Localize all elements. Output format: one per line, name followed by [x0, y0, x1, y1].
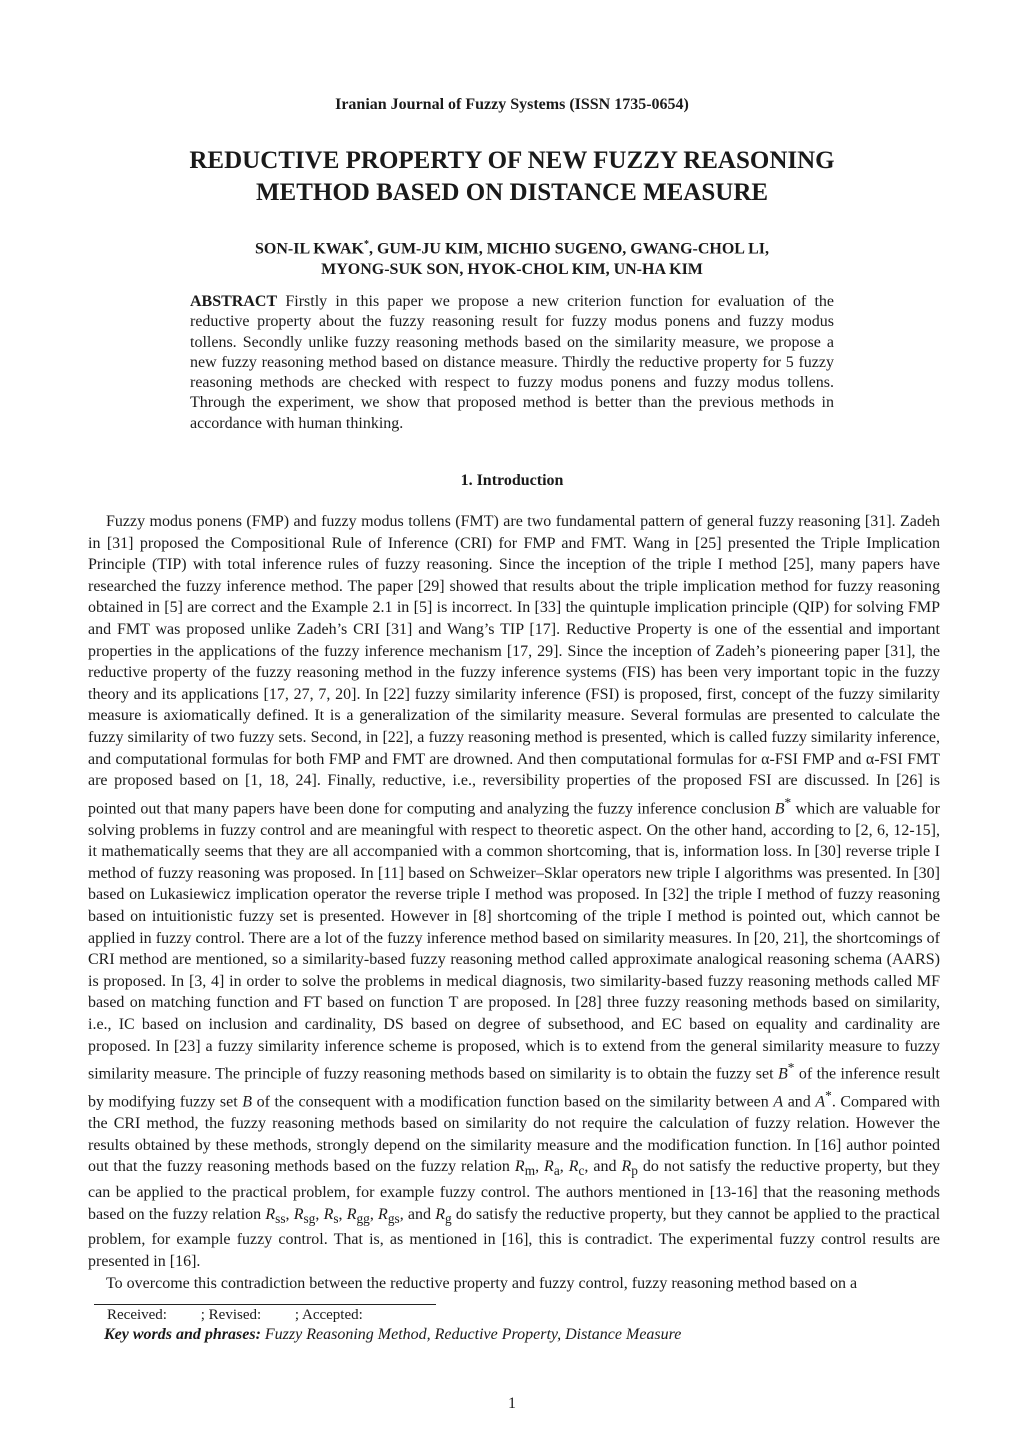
math-symbol: B — [242, 1093, 252, 1111]
math-symbol: R — [323, 1205, 334, 1223]
journal-header: Iranian Journal of Fuzzy Systems (ISSN 1735-0654) — [335, 96, 689, 113]
math-subscript: m — [524, 1163, 536, 1179]
corresponding-author-mark: * — [363, 239, 369, 250]
text-run: . Compared with the CRI method, the fuzzy reasoning methods based on similarity do not require the calculation of fuzzy relation. However the results obtained by these methods, strongly depend on the similarity measure and the modification function. In [16] author pointed out that the fuzzy reasoning methods based on the fuzzy relation — [88, 1093, 941, 1176]
text-run: do satisfy the reductive property, but they cannot be applied to the practical problem, for example fuzzy control. That is, as mentioned in [16], this is contradict. The experimental fuzzy control results are presented in [16]. — [88, 1205, 941, 1270]
abstract-label: ABSTRACT — [190, 293, 278, 310]
author-list — [0, 234, 1024, 280]
math-superscript: * — [784, 794, 792, 810]
paragraph: Fuzzy modus ponens (FMP) and fuzzy modus tollens (FMT) are two fundamental pattern of general fuzzy reasoning [31]. Zadeh in [31] proposed the Compositional Rule of Inference (CRI) for FMP and FMT. Wang in [25] presented the Triple Implication Principle (TIP) with total inference rules of fuzzy reasoning. Since the inception of the triple I method [25], many papers have researched the fuzzy inference method. The paper [29] showed that results about the triple implication method for fuzzy reasoning obtained in [5] are correct and the Example 2.1 in [5] is incorrect. In [33] the quintuple implication principle (QIP) for solving FMP and FMT was proposed unlike Zadeh’s CRI [31] and Wang’s TIP [17]. Reductive Property is one of the essential and important properties in the applications of the fuzzy inference mechanism [17, 29]. Since the inception of Zadeh’s pioneering paper [31], the reductive property of the fuzzy reasoning method in the fuzzy inference systems (FIS) has been very important topic in the fuzzy theory and its applications [17, 27, 7, 20]. In [22] fuzzy similarity inference (FSI) is proposed, first, concept of the fuzzy similarity measure is axiomatically defined. It is a generalization of the similarity measure. Several formulas are presented to calculate the fuzzy similarity of two fuzzy sets. Second, in [22], a fuzzy reasoning method is presented, which is called fuzzy similarity inference, and computational formulas for both FMP and FMT are drowned. And then computational formulas for α-FSI FMP and α-FSI FMT are proposed based on [1, 18, 24]. Finally, reductive, i.e., reversibility properties of the proposed FSI are discussed. In [26] is pointed out that many papers have been done for computing and analyzing the fuzzy inference conclusion B* which are valuable for solving problems in fuzzy control and are meaningful with respect to theoretic aspect. On the other hand, according to [2, 6, 12-15], it mathematically seems that they are all accompanied with a common shortcoming, that is, information loss. In [30] reverse triple I method of fuzzy reasoning was proposed. In [11] based on Schweizer–Sklar operators new triple I algorithms was presented. In [30] based on Lukasiewicz implication operator the reverse triple I method was proposed. In [32] the triple I method of fuzzy reasoning based on intuitionistic fuzzy set is presented. However in [8] shortcoming of the triple I method is pointed out, which cannot be applied in fuzzy control. There are a lot of the fuzzy inference method based on similarity measures. In [20, 21], the shortcomings of CRI method are mentioned, so a similarity-based fuzzy reasoning method called approximate analogical reasoning schema (AARS) is proposed. In [3, 4] in order to solve the problems in medical diagnosis, two similarity-based fuzzy reasoning methods called MF based on matching function and FT based on function T are proposed. In [28] three fuzzy reasoning methods based on similarity, i.e., IC based on inclusion and cardinality, DS based on degree of subsethood, and EC based on equality and cardinality are proposed. In [23] a fuzzy similarity inference scheme is proposed, which is to extend from the general similarity measure to fuzzy similarity measure. The principle of fuzzy reasoning methods based on similarity is to obtain the fuzzy set B* of the inference result by modifying fuzzy set B of the consequent with a modification function based on the similarity between A and A*. Compared with the CRI method, the fuzzy reasoning methods based on similarity do not require the calculation of fuzzy relation. However the results obtained by these methods, strongly depend on the similarity measure and the modification function. In [16] author pointed out that the fuzzy reasoning methods based on the fuzzy relation $R_m$, $R_a$, $R_c$, and $R_p$ do not satisfy the reductive property, but they can be applied to the practical problem, for example fuzzy control. The authors mentioned in [13-16] that the reasoning methods based on the fuzzy relation $R_{ss}$, $R_{sg}$, $R_s$, $R_{gg}$, $R_{gs}$, and $R_g$ do satisfy the reductive property, but they cannot be applied to the practical problem, for example fuzzy control. That is, as mentioned in [16], this is contradict. The experimental fuzzy control results are presented in [16]. — [88, 513, 941, 1270]
math-symbol: R — [568, 1158, 579, 1176]
math-subscript: g — [444, 1210, 452, 1226]
text-run: and — [407, 1205, 431, 1223]
math-symbol: R — [293, 1205, 304, 1223]
introduction-body — [88, 511, 940, 1294]
text-run: do not satisfy the reductive property, but they can be applied to the practical problem, for example fuzzy control. The authors mentioned in [13-16] that the reasoning methods based on the fuzzy relation — [88, 1158, 941, 1223]
abstract — [190, 292, 834, 434]
footnote-rule — [94, 1304, 436, 1305]
math-symbol: R — [514, 1158, 525, 1176]
revised-label: ; Revised: — [200, 1307, 262, 1323]
math-superscript: * — [787, 1060, 795, 1076]
math-subscript: sg — [303, 1210, 316, 1226]
text-run: of the consequent with a modification function based on the similarity between — [256, 1093, 769, 1111]
math-symbol: R — [265, 1205, 276, 1223]
math-subscript: gg — [356, 1210, 370, 1226]
math-symbol: A — [773, 1093, 784, 1111]
page-number: 1 — [508, 1395, 516, 1412]
title-line-1: REDUCTIVE PROPERTY OF NEW FUZZY REASONING — [189, 147, 835, 174]
authors-rest: , GUM-JU KIM, MICHIO SUGENO, GWANG-CHOL LI, — [368, 240, 769, 258]
section-heading: 1. Introduction — [460, 472, 564, 489]
math-subscript: c — [578, 1163, 585, 1179]
math-subscript: p — [631, 1163, 638, 1179]
math-subscript: gs — [387, 1210, 400, 1226]
math-symbol: B — [777, 1065, 788, 1083]
accepted-label: ; Accepted: — [294, 1307, 363, 1323]
math-subscript: ss — [275, 1210, 286, 1226]
math-symbol: A — [815, 1093, 826, 1111]
math-superscript: * — [825, 1088, 832, 1104]
abstract-text: Firstly in this paper we propose a new criterion function for evaluation of the reductive property about the fuzzy reasoning result for fuzzy modus ponens and fuzzy modus tollens. Secondly unlike fuzzy reasoning methods based on the similarity measure, we propose a new fuzzy reasoning method based on distance measure. Thirdly the reductive property for 5 fuzzy reasoning methods are checked with respect to fuzzy modus ponens and fuzzy modus tollens. Through the experiment, we show that proposed method is better than the previous methods in accordance with human thinking. — [190, 293, 835, 432]
keywords-text: Fuzzy Reasoning Method, Reductive Property, Distance Measure — [264, 1326, 682, 1343]
text-run: which are valuable for solving problems in fuzzy control and are meaningful with respect to theoretic aspect. On the other hand, according to [2, 6, 12-15], it mathematically seems that they are all accompanied with a common shortcoming, that is, information loss. In [30] reverse triple I method of fuzzy reasoning was proposed. In [11] based on Schweizer–Sklar operators new triple I algorithms was presented. In [30] based on Lukasiewicz implication operator the reverse triple I method was proposed. In [32] the triple I method of fuzzy reasoning based on intuitionistic fuzzy set is presented. However in [8] shortcoming of the triple I method is pointed out, which cannot be applied in fuzzy control. There are a lot of the fuzzy inference method based on similarity measures. In [20, 21], the shortcomings of CRI method are mentioned, so a similarity-based fuzzy reasoning method called approximate analogical reasoning schema (AARS) is proposed. In [3, 4] in order to solve the problems in medical diagnosis, two similarity-based fuzzy reasoning methods called MF based on matching function and FT based on function T are proposed. In [28] three fuzzy reasoning methods based on similarity, i.e., IC based on inclusion and cardinality, DS based on degree of subsethood, and EC based on equality and cardinality are proposed. In [23] a fuzzy similarity inference scheme is proposed, which is to extend from the general similarity measure to fuzzy similarity measure. The principle of fuzzy reasoning methods based on similarity is to obtain the fuzzy set — [88, 800, 941, 1083]
keywords-label: Key words and phrases: — [104, 1326, 261, 1343]
title-line-2: METHOD BASED ON DISTANCE MEASURE — [255, 179, 769, 206]
math-subscript: s — [333, 1210, 339, 1226]
math-symbol: R — [346, 1205, 357, 1223]
received-label: Received: — [107, 1307, 167, 1323]
first-author: SON-IL KWAK — [255, 240, 364, 258]
keywords-line — [104, 1326, 681, 1344]
math-symbol: R — [378, 1205, 388, 1223]
text-run: and — [593, 1158, 617, 1176]
received-dates — [107, 1307, 393, 1324]
authors-line-2: MYONG-SUK SON, HYOK-CHOL KIM, UN-HA KIM — [321, 261, 703, 279]
math-symbol: R — [544, 1158, 554, 1176]
math-subscript: a — [553, 1163, 560, 1179]
authors-line-1 — [0, 234, 1024, 259]
text-run: Fuzzy modus ponens (FMP) and fuzzy modus tollens (FMT) are two fundamental pattern of general fuzzy reasoning [31]. Zadeh in [31] proposed the Compositional Rule of Inference (CRI) for FMP and FMT. Wang in [25] presented the Triple Implication Principle (TIP) with total inference rules of fuzzy reasoning. Since the inception of the triple I method [25], many papers have researched the fuzzy inference method. The paper [29] showed that results about the triple implication method for fuzzy reasoning obtained in [5] are correct and the Example 2.1 in [5] is incorrect. In [33] the quintuple implication principle (QIP) for solving FMP and FMT was proposed unlike Zadeh’s CRI [31] and Wang’s TIP [17]. Reductive Property is one of the essential and important properties in the applications of the fuzzy inference mechanism [17, 29]. Since the inception of Zadeh’s pioneering paper [31], the reductive property of the fuzzy reasoning method in the fuzzy inference systems (FIS) has been very important topic in the fuzzy theory and its applications [17, 27, 7, 20]. In [22] fuzzy similarity inference (FSI) is proposed, first, concept of the fuzzy similarity measure is axiomatically defined. It is a generalization of the similarity measure. Several formulas are presented to calculate the fuzzy similarity of two fuzzy sets. Second, in [22], a fuzzy reasoning method is presented, which is called fuzzy similarity inference, and computational formulas for both FMP and FMT are drowned. And then computational formulas for α-FSI FMP and α-FSI FMT are proposed based on [1, 18, 24]. Finally, reductive, i.e., reversibility properties of the proposed FSI are discussed. In [26] is pointed out that many papers have been done for computing and analyzing the fuzzy inference conclusion — [88, 513, 940, 818]
text-run: of the inference result by modifying fuzzy set — [88, 1065, 940, 1111]
paper-title — [0, 145, 1024, 209]
text-run: and — [787, 1093, 811, 1111]
math-symbol: R — [435, 1205, 445, 1223]
math-symbol: R — [621, 1158, 632, 1176]
math-symbol: B — [774, 800, 785, 818]
paragraph: To overcome this contradiction between the reductive property and fuzzy control, fuzzy reasoning method based on a — [106, 1274, 858, 1292]
